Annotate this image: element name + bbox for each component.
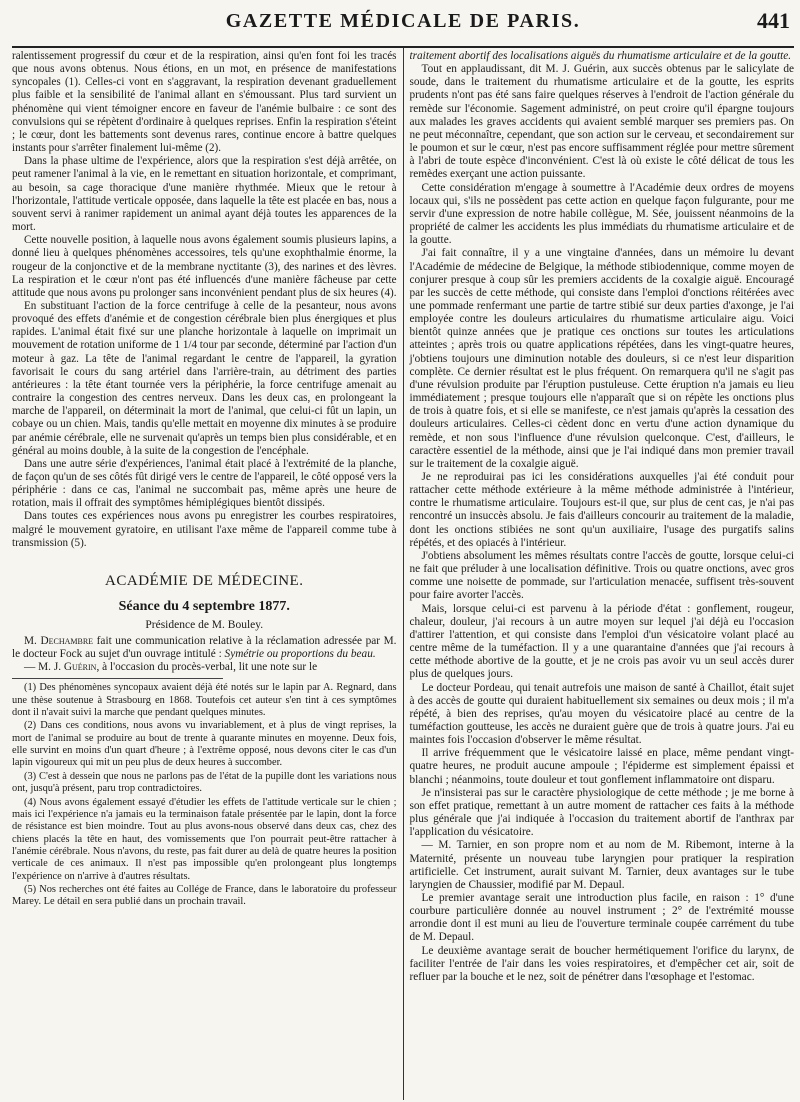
article-heading <box>410 50 795 63</box>
paragraph: Dans la phase ultime de l'expérience, alors que la respiration s'est déjà arrêtée, on peut ramener l'animal à la vie, en le remettant en situation horizontale, et comprimant, au besoin, sa cage thoracique d'une manière rhythmée. Mieux que le retour à l'horizontale, l'attitude verticale opposée, dans laquelle la tête est placée en bas, nous a souvent servi à ranimer rapidement un animal ayant déjà toutes les apparences de la mort. <box>12 155 397 234</box>
paragraph: J'obtiens absolument les mêmes résultats contre l'accès de goutte, lorsque celui-ci ne fait que préluder à une localisation définitive. Trois ou quatre onctions, avec gros comme une noisette de pommade, sur l'articulation menacée, suffisent très-souvent pour faire avorter l'accès. <box>409 549 794 602</box>
paragraph: — M. Tarnier, en son propre nom et au nom de M. Ribemont, interne à la Maternité, présente un nouveau tube laryngien pour pratiquer la respiration artificielle. Cet instrument, aurait suivant M. Tarnier, deux avantages sur le tube laryngien de Chaussier, modifié par M. Depaul. <box>409 839 794 891</box>
paragraph: Le premier avantage serait une introduction plus facile, en raison : 1° d'une courbure particulière donnée au nouvel instrument ; 2° de l'extrémité mousse arrondie dont il est muni au lieu de l'ouverture terminale coupée carrément du tube de M. Depaul. <box>409 892 794 944</box>
paragraph: Dans une autre série d'expériences, l'animal était placé à l'extrémité de la planche, de façon qu'un de ses côtés fût dirigé vers le centre de l'appareil, le côté opposé vers la périphérie : dans ce cas, l'animal ne succombait pas, même après une heure de rotation, mais il offrait des symptômes hémiplégiques bientôt dissipés. <box>12 457 397 510</box>
academy-paragraph <box>12 635 397 661</box>
right-column <box>404 48 795 1100</box>
presidency-line: Présidence de M. Bouley. <box>145 618 264 631</box>
footnote: (2) Dans ces conditions, nous avons vu invariablement, et à plus de vingt reprises, la mort de l'animal se produire au bout de trente à quarante minutes en moyenne. Deux fois, elle survint en moins d'un quart d'heure ; à l'extrême opposé, nous devons citer le cas d'un lapin vigoureux qui mit un peu plus de deux heures à succomber. <box>12 720 397 769</box>
academy-paragraph <box>12 661 397 674</box>
paragraph: Dans toutes ces expériences nous avons pu enregistrer les courbes respiratoires, malgré le mouvement gyratoire, en utilisant l'axe même de l'appareil comme tube à transmission (5). <box>12 510 397 549</box>
journal-title: GAZETTE MÉDICALE DE PARIS. <box>225 10 581 32</box>
paragraph: Je n'insisterai pas sur le caractère physiologique de cette méthode ; je me borne à son effet pratique, remettant à un autre moment de rattacher ces faits à la méthode plus générale que j'ai indiquée à l'occasion du traitement abortif de l'anthrax par l'application du vésicatoire. <box>409 786 794 839</box>
footnote: (5) Nos recherches ont été faites au Collége de France, dans le laboratoire du professeur Marey. Le détail en sera publié dans un prochain travail. <box>12 883 397 908</box>
paragraph: Il arrive fréquemment que le vésicatoire laissé en place, même pendant vingt-quatre heures, ne produit aucune ampoule ; l'épiderme est simplement épaissi et blanchi ; néanmoins, toute douleur et tout gonflement inflammatoire ont disparu. <box>409 747 794 786</box>
text-run: fait une communication relative à la réclamation adressée par M. le docteur Fock au sujet d'un ouvrage intitulé : <box>12 634 397 661</box>
text-run: , à l'occasion du procès-verbal, lit une note sur le <box>96 661 318 674</box>
heading-text: traitement abortif des localisations aiguës du rhumatisme articulaire et de la goutte. <box>409 50 792 62</box>
paragraph: Le docteur Pordeau, qui tenait autrefois une maison de santé à Chaillot, était sujet à des accès de goutte qui duraient habituellement six semaines ou deux mois ; il m'a répété, à bien des reprises, qu'au moyen du vésicatoire placé au centre de la tuméfaction goutteuse, les accès ne duraient guère que de trois à quatre jours. J'ai eu maintes fois l'occasion d'observer le même résultat. <box>409 681 794 747</box>
footnote: (4) Nous avons également essayé d'étudier les effets de l'attitude verticale sur le chien ; mais ici l'expérience n'a jamais eu la terminaison fatale présentée par le lapin, dont la force de résistance est bien moindre. Tout au plus avons-nous observé dans deux cas, chez des chiens placés la tête en haut, des vomissements que l'on pourrait peut-être rattacher à l'anémie cérébrale. Nous n'avons, du reste, pas fait durer au delà de quatre heures la position verticale de ces animaux. Il n'est pas impossible qu'en prolongeant plus longtemps l'expérience on n'arrive à d'autres résultats. <box>12 796 397 882</box>
paragraph: Tout en applaudissant, dit M. J. Guérin, aux succès obtenus par le salicylate de soude, dans le traitement du rhumatisme articulaire et de la goutte, les esprits prudents n'ont pas été sans faire quelques réserves à l'endroit de l'action générale du remède sur l'économie. Sagement administré, on peut croire qu'il épargne toujours aux malades les graves accidents qui avaient semblé marquer ses premiers pas. On ne peut méconnaître, cependant, que son action sur le cerveau, et secondairement sur le poumon et sur le cœur, n'est pas encore suffisamment réglée pour mettre sûrement à l'abri de toute espèce d'inconvénient. C'est là où existe le côté délicat de tous les remèdes exerçant une action puissante. <box>409 63 794 181</box>
footnotes <box>12 682 397 908</box>
paragraph: Le deuxième avantage serait de boucher hermétiquement l'orifice du larynx, de faciliter l'entrée de l'air dans les voies respiratoires, et d'empêcher cet air, soit de refluer par la bouche et le nez, soit de pénétrer dans l'œsophage et l'estomac. <box>409 944 794 983</box>
paragraph: ralentissement progressif du cœur et de la respiration, ainsi qu'en font foi les tracés que nous avons obtenus. Nous étions, en un mot, en présence de manifestations syncopales (1). Celles-ci vont en s'aggravant, la respiration devenant graduellement plus faible et la sensibilité de l'animal allant en s'émoussant. Plus tard survient un phénomène qui vient témoigner encore en faveur de l'anémie bulbaire : ce sont des convulsions qui se répètent d'ordinaire à quelques reprises. Enfin la respiration s'éteint ; le cœur, dont les battements sont devenus rares, continue encore à battre quelques instants pour s'arrêter finalement lui-même (2). <box>12 50 397 155</box>
page-header <box>12 6 794 48</box>
text-run: — M. J. <box>24 661 64 674</box>
speaker-name: M. Dechambre <box>24 634 94 647</box>
footnote: (3) C'est à dessein que nous ne parlons pas de l'état de la pupille dont les variations nous ont, jusqu'à présent, paru trop contradictoires. <box>12 770 397 795</box>
paragraph: Cette considération m'engage à soumettre à l'Académie deux ordres de moyens locaux qui, s'ils ne possèdent pas cette action en quelque façon fulgurante, pour me servir d'une expression de notre habile collègue, M. Sée, jouissent néanmoins de la propriété de calmer les accidents les plus immédiats du rhumatisme articulaire et de la goutte. <box>409 181 794 247</box>
session-heading: Séance du 4 septembre 1877. <box>118 598 290 614</box>
footnote-separator <box>12 678 223 679</box>
left-article <box>12 50 397 550</box>
paragraph: Cette nouvelle position, à laquelle nous avons également soumis plusieurs lapins, a donné lieu à quelques phénomènes accessoires, tels qu'une exophthalmie énorme, la rougeur de la conjonctive et de la membrane nyctitante (3), des narines et des lèvres. La respiration et le cœur n'ont pas été influencés d'une manière fâcheuse par cette attitude que nous avons pu prolonger sans inconvénient pendant plus de six heures (4). <box>12 234 397 299</box>
paragraph: En substituant l'action de la force centrifuge à celle de la pesanteur, nous avons provoqué des effets d'anémie et de congestion cérébrale bien plus énergiques et plus rapides. L'animal était fixé sur une planche horizontale à laquelle on imprimait un mouvement de rotation uniforme de 1 1/4 tour par seconde, déterminé par l'action d'un moteur à gaz. La tête de l'animal regardant le centre de l'appareil, la gyration favorisait le cours du sang artériel dans l'arrière-train, au détriment des parties antérieures : la tête étant tournée vers la périphérie, la force centrifuge amenait au contraire la congestion des centres nerveux. Dans les deux cas, en prolongeant la marche de l'appareil, on déterminait la mort de l'animal, que celui-ci fût un lapin, un cobaye ou un chien. Mais, tandis qu'elle mettait en moyenne dix minutes à se produire par anémie cérébrale, elle ne survenait qu'après un temps bien plus considérable, et en général au moins double, à la suite de la congestion de l'encéphale. <box>12 299 397 457</box>
page-number: 441 <box>757 8 790 33</box>
paragraph: J'ai fait connaître, il y a une vingtaine d'années, dans un mémoire lu devant l'Académie de médecine de Belgique, la méthode stibiodennique, comme moyen de conjurer presque à coup sûr les premiers accidents de la coxalgie aiguë. Encouragé par les succès de cette méthode, qui consiste dans l'emploi d'onctions réitérées avec une pommade renfermant une partie de tartre stibié sur deux parties d'axonge, je l'ai employée contre les douleurs articulaires du rhumatisme articulaire aigu. Voici bientôt quinze années que je pratique ces onctions sur toutes les articulations atteintes ; après trois ou quatre applications répétées, dans les vingt-quatre heures, j'obtiens toujours une diminution notable des douleurs, si ce n'est leur disparition complète. Ce dernier résultat est le plus fréquent. On remarquera qu'il ne s'agit pas d'une révulsion produite par l'éruption pustuleuse. Cette éruption n'a jamais eu lieu immédiatement ; presque toujours elle n'apparaît que si on répète les onctions plus de trois à quatre fois, et si elle se manifeste, ce n'est jamais qu'après la cessation des douleurs articulaires. Celles-ci cèdent donc en vertu d'une action dynamique du remède, et non sous l'influence d'une révulsion quelconque. C'est, d'ailleurs, le caractère essentiel de la méthode, ainsi que je l'ai indiqué dans mon premier travail sur le traitement de la coxalgie aiguë. <box>409 247 794 470</box>
two-column-body <box>12 48 794 1100</box>
left-column <box>12 48 403 1100</box>
section-title: ACADÉMIE DE MÉDECINE. <box>105 572 304 589</box>
work-title: Symétrie ou proportions du beau. <box>224 648 376 661</box>
speaker-name: Guérin <box>63 661 97 674</box>
footnote: (1) Des phénomènes syncopaux avaient déjà été notés sur le lapin par A. Regnard, dans une thèse soutenue à Strasbourg en 1868. Toutefois cet auteur s'en tint à ces symptômes dont il n'avait suivi la marche que pendant quelques minutes. <box>12 682 397 719</box>
paragraph: Je ne reproduirai pas ici les considérations auxquelles j'ai été conduit pour rattacher cette méthode extérieure à la même méthode administrée à l'intérieur, contre le rhumatisme articulaire. Toujours est-il que, sur plus de cent cas, je n'ai pas rencontré un insuccès absolu. Je fais d'ailleurs concourir au traitement de la maladie, dont les onctions stibiées ne sont qu'un auxiliaire, l'usage des purgatifs salins répétés, et des opiacés à l'intérieur. <box>409 471 794 549</box>
paragraph: Mais, lorsque celui-ci est parvenu à la période d'état : gonflement, rougeur, chaleur, douleur, j'ai recours à un autre moyen sur lequel j'ai déjà eu l'occasion d'attirer l'attention, et qui consiste dans l'emploi d'un vésicatoire volant placé au centre même de la tuméfaction. Il y a une quarantaine d'années que j'ai recours à cette méthode abortive de la goutte, et je ne crois pas avoir vu un seul accès durer plus de quelques jours. <box>409 602 794 681</box>
